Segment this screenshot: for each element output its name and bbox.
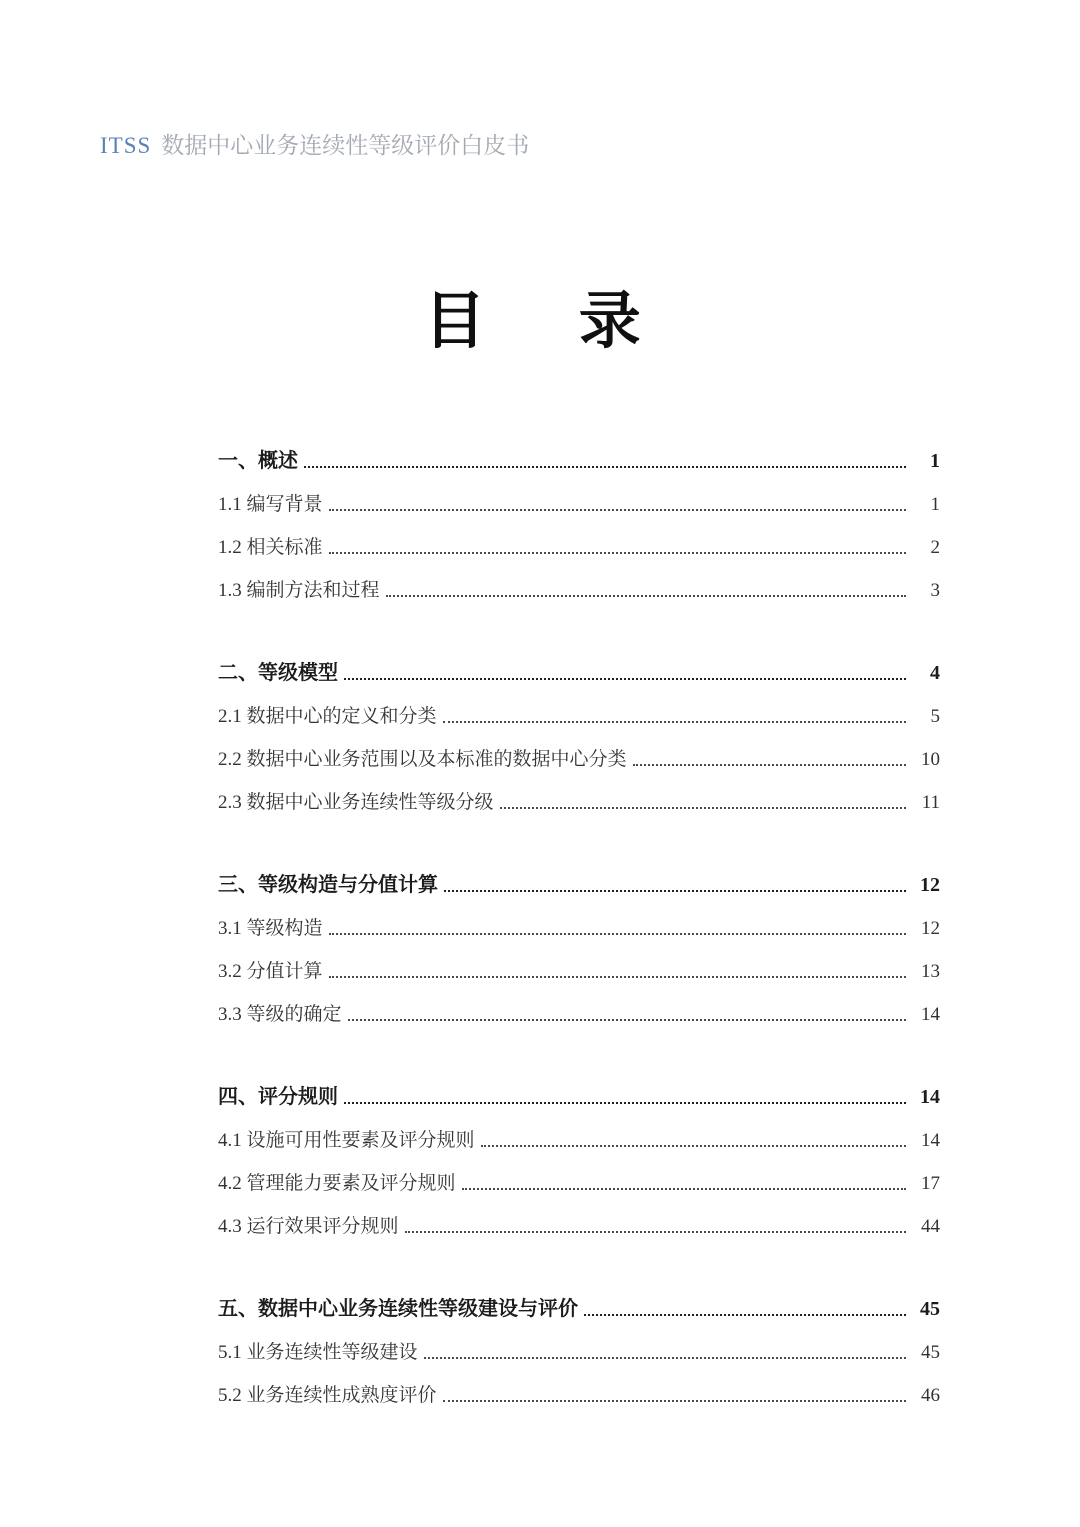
toc-entry-page: 4 [930,662,940,684]
dot-leader [329,552,906,554]
toc-entry-label: 4.1 设施可用性要素及评分规则 [218,1130,475,1152]
toc-entry-2-3[interactable] [218,771,940,814]
toc-entry-section-1[interactable] [218,430,940,473]
toc-entry-page: 14 [920,1086,940,1108]
toc-entry-label: 3.2 分值计算 [218,961,323,983]
toc-entry-label: 二、等级模型 [218,662,338,684]
toc-entry-label: 一、概述 [218,450,298,472]
toc-entry-label: 3.3 等级的确定 [218,1004,342,1026]
toc-entry-4-1[interactable] [218,1109,940,1152]
itss-logo: ITSS [100,133,152,158]
toc-entry-page: 13 [921,961,940,983]
toc-entry-label: 4.3 运行效果评分规则 [218,1216,399,1238]
dot-leader [584,1314,906,1316]
dot-leader [405,1231,906,1233]
dot-leader [304,466,906,468]
toc-entry-page: 14 [921,1004,940,1026]
toc-entry-label: 3.1 等级构造 [218,918,323,940]
toc-entry-page: 45 [920,1298,940,1320]
toc-entry-5-1[interactable] [218,1321,940,1364]
toc-entry-section-5[interactable] [218,1278,940,1321]
toc-entry-section-4[interactable] [218,1066,940,1109]
dot-leader [633,764,906,766]
toc-entry-page: 12 [921,918,940,940]
toc-entry-label: 1.3 编制方法和过程 [218,580,380,602]
table-of-contents [218,430,940,1407]
toc-entry-label: 2.2 数据中心业务范围以及本标准的数据中心分类 [218,749,627,771]
toc-entry-4-3[interactable] [218,1195,940,1238]
running-header [100,130,529,161]
dot-leader [443,1400,906,1402]
toc-entry-1-3[interactable] [218,559,940,602]
toc-entry-label: 2.1 数据中心的定义和分类 [218,706,437,728]
toc-entry-3-3[interactable] [218,983,940,1026]
toc-entry-page: 14 [921,1130,940,1152]
dot-leader [386,595,906,597]
toc-entry-label: 1.2 相关标准 [218,537,323,559]
toc-entry-page: 46 [921,1385,940,1407]
toc-entry-page: 45 [921,1342,940,1364]
header-title: 数据中心业务连续性等级评价白皮书 [161,132,530,158]
page-title: 目 录 [423,288,657,356]
toc-entry-label: 三、等级构造与分值计算 [218,874,438,896]
toc-entry-1-1[interactable] [218,473,940,516]
toc-entry-3-1[interactable] [218,897,940,940]
dot-leader [348,1019,906,1021]
toc-entry-1-2[interactable] [218,516,940,559]
toc-entry-4-2[interactable] [218,1152,940,1195]
toc-entry-page: 44 [921,1216,940,1238]
toc-entry-3-2[interactable] [218,940,940,983]
toc-entry-label: 五、数据中心业务连续性等级建设与评价 [218,1298,578,1320]
toc-entry-page: 12 [920,874,940,896]
toc-entry-label: 2.3 数据中心业务连续性等级分级 [218,792,494,814]
toc-entry-page: 2 [930,537,940,559]
dot-leader [462,1188,906,1190]
dot-leader [443,721,906,723]
dot-leader [444,890,906,892]
toc-entry-page: 3 [930,580,940,602]
toc-entry-page: 1 [930,494,940,516]
toc-entry-label: 1.1 编写背景 [218,494,323,516]
toc-entry-page: 11 [921,792,940,814]
toc-entry-label: 5.1 业务连续性等级建设 [218,1342,418,1364]
toc-entry-label: 4.2 管理能力要素及评分规则 [218,1173,456,1195]
dot-leader [329,976,906,978]
dot-leader [329,509,906,511]
dot-leader [329,933,906,935]
toc-entry-page: 17 [921,1173,940,1195]
toc-entry-label: 四、评分规则 [218,1086,338,1108]
toc-entry-label: 5.2 业务连续性成熟度评价 [218,1385,437,1407]
dot-leader [344,678,906,680]
toc-entry-2-1[interactable] [218,685,940,728]
dot-leader [500,807,906,809]
toc-entry-5-2[interactable] [218,1364,940,1407]
dot-leader [481,1145,906,1147]
toc-entry-section-3[interactable] [218,854,940,897]
toc-entry-section-2[interactable] [218,642,940,685]
toc-entry-page: 1 [930,450,940,472]
dot-leader [424,1357,906,1359]
dot-leader [344,1102,906,1104]
toc-entry-page: 5 [930,706,940,728]
toc-entry-2-2[interactable] [218,728,940,771]
toc-entry-page: 10 [921,749,940,771]
